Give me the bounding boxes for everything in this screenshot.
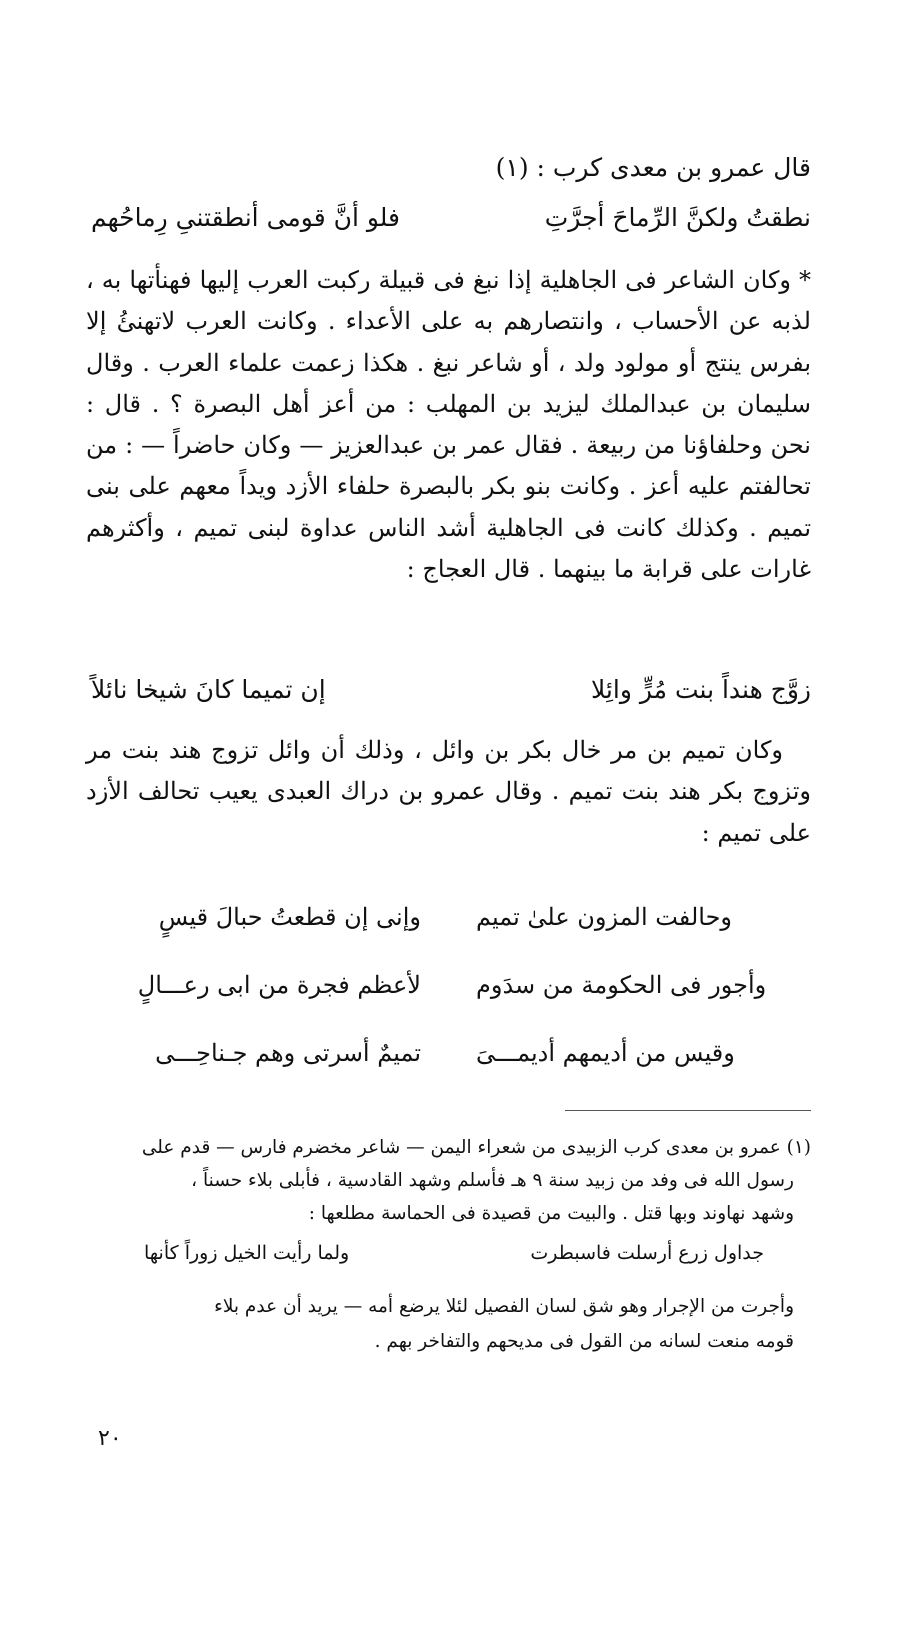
verse-ajjaj — [91, 668, 811, 712]
footnote-verse-second: جداول زرع أرسلت فاسبطرت — [530, 1242, 764, 1264]
verse-second-hemistich: نطقتُ ولكنَّ الرِّماحَ أجرَّتِ — [544, 203, 811, 232]
verse-amr — [91, 196, 811, 240]
footnote-verse — [144, 1236, 764, 1270]
paragraph-poets-tribes: * وكان الشاعر فى الجاهلية إذا نبغ فى قبيلة ركبت العرب إليها فهنأتها به ، لذبه عن الأحساب ، وانتصارهم به على الأعداء . وكانت العرب لاتهنئُ إلا بفرس ينتج أو مولود ولد ، أو شاعر نبغ . هكذا زعمت علماء العرب . وقال سليمان بن عبدالملك ليزيد بن المهلب : من أعز أهل البصرة ؟ . قال : نحن وحلفاؤنا من ربيعة . فقال عمر بن عبدالعزيز — وكان حاضراً — : من تحالفتم عليه أعز . وكانت بنو بكر بالبصرة حلفاء الأزد ويداً معهم على بنى تميم . وكذلك كانت فى الجاهلية أشد الناس عداوة لبنى تميم ، وأكثرهم غارات على قرابة ما بينهما . قال العجاج : — [86, 266, 811, 584]
page-number: ٢٠ — [98, 1426, 122, 1451]
verse-first-hemistich: فلو أنَّ قومى أنطقتنىِ رِماحُهم — [91, 203, 401, 232]
poem-first-hemistich: وإنى إن قطعتُ حبالَ قيسٍ — [158, 903, 421, 931]
intro-line: قال عمرو بن معدى كرب : (١) — [495, 153, 811, 182]
verse-first-hemistich: إن تميما كانَ شيخا نائلاً — [91, 675, 326, 704]
poem-first-hemistich: لأعظم فجرة من ابى رعـــالٍ — [137, 971, 421, 999]
footnote-line: (١) عمرو بن معدى كرب الزبيدى من شعراء اليمن — شاعر مخضرم فارس — قدم على — [141, 1137, 811, 1158]
footnote-line: قومه منعت لسانه من القول فى مديحهم والتفاخر بهم . — [374, 1331, 794, 1352]
footnote-line: وأجرت من الإجرار وهو شق لسان الفصيل لئلا يرضع أمه — يريد أن عدم بلاء — [214, 1296, 794, 1317]
footnote-verse-first: ولما رأيت الخيل زوراً كأنها — [144, 1242, 350, 1264]
verse-second-hemistich: زوَّج هنداً بنت مُرٍّ وائِلا — [591, 675, 811, 704]
poem-line — [86, 891, 811, 943]
poem-line — [86, 959, 811, 1011]
poem-first-hemistich: تميمٌ أسرتى وهم جـناحِـــى — [155, 1039, 421, 1067]
footnote-line: وشهد نهاوند وبها قتل . والبيت من قصيدة فى الحماسة مطلعها : — [308, 1203, 794, 1224]
poem-second-hemistich: وقيس من أديمهم أديمـــىَ — [476, 1039, 735, 1067]
paragraph-tamim-bakr: وكان تميم بن مر خال بكر بن وائل ، وذلك أن وائل تزوج هند بنت مر وتزوج بكر هند بنت تميم . وقال عمرو بن دراك العبدى يعيب تحالف الأزد على تميم : — [86, 736, 811, 847]
poem-line — [86, 1027, 811, 1079]
footnote-divider — [565, 1110, 811, 1111]
poem-second-hemistich: وأجور فى الحكومة من سدَوم — [476, 971, 767, 999]
poem-second-hemistich: وحالفت المزون علىٰ تميم — [476, 903, 732, 931]
footnote-line: رسول الله فى وفد من زبيد سنة ٩ هـ فأسلم وشهد القادسية ، فأبلى بلاء حسناً ، — [191, 1170, 794, 1191]
